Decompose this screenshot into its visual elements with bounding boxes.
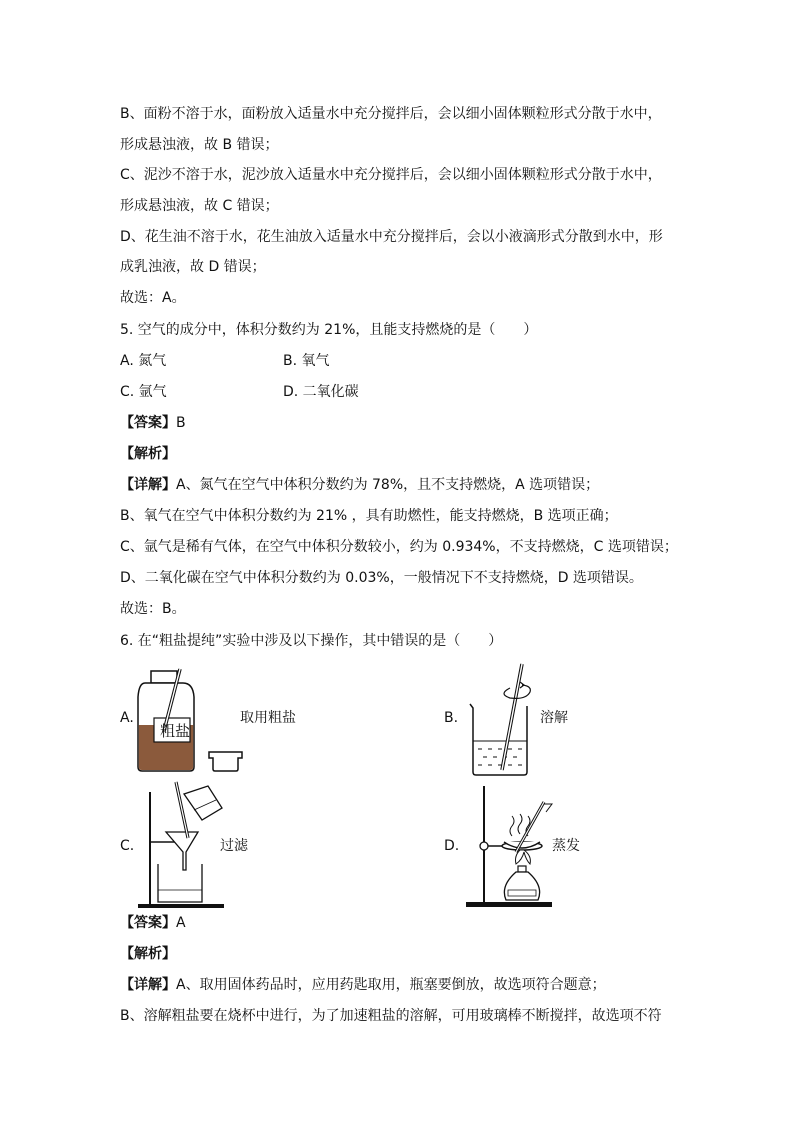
q6-option-a-letter: A. (120, 710, 134, 726)
text-line: C、泥沙不溶于水，泥沙放入适量水中充分搅拌后，会以细小固体颗粒形式分散于水中， (120, 167, 662, 183)
filtration-figure (136, 780, 226, 910)
text-line: D、花生油不溶于水，花生油放入适量水中充分搅拌后，会以小液滴形式分散到水中，形 (120, 229, 663, 245)
answer-value: B (176, 415, 186, 431)
q5-detail-3: C、氩气是稀有气体，在空气中体积分数较小，约为 0.934%，不支持燃烧，C 选项错误； (120, 539, 678, 555)
question-6-stem: 6. 在“粗盐提纯”实验中涉及以下操作，其中错误的是（ ） (120, 633, 503, 649)
q6-option-b-letter: B. (444, 710, 459, 726)
conclusion-line: 故选：A。 (120, 290, 186, 306)
q6-detail-1 (120, 975, 606, 995)
question-5-stem: 5. 空气的成分中，体积分数约为 21%，且能支持燃烧的是（ ） (120, 322, 538, 338)
detail-tag: 【详解】 (120, 477, 176, 493)
q5-detail-1 (120, 475, 599, 495)
jar-label-text: 粗盐 (160, 722, 191, 740)
q5-option-c: C. 氩气 (120, 384, 167, 400)
detail-tag: 【详解】 (120, 977, 176, 993)
beaker-stir-figure (464, 662, 544, 778)
q6-analysis-tag: 【解析】 (120, 946, 176, 962)
q5-analysis-tag: 【解析】 (120, 446, 176, 462)
answer-value: A (176, 915, 186, 931)
q6-option-c-label: 过滤 (220, 838, 248, 854)
q6-option-d-letter: D. (444, 838, 460, 854)
q5-detail-4: D、二氧化碳在空气中体积分数约为 0.03%，一般情况下不支持燃烧，D 选项错误。 (120, 570, 643, 586)
q5-option-d: D. 二氧化碳 (283, 384, 359, 400)
detail-text: A、取用固体药品时，应用药匙取用，瓶塞要倒放，故选项符合题意； (176, 977, 606, 993)
q6-answer (120, 913, 186, 933)
jar-figure (136, 665, 246, 775)
answer-tag: 【答案】 (120, 415, 176, 431)
q5-option-a: A. 氮气 (120, 353, 167, 369)
q6-option-d-label: 蒸发 (552, 838, 580, 854)
q6-option-c-letter: C. (120, 838, 135, 854)
answer-tag: 【答案】 (120, 915, 176, 931)
q6-option-b-label: 溶解 (540, 710, 568, 726)
q5-answer (120, 413, 186, 433)
text-line: 形成悬浊液，故 C 错误； (120, 198, 279, 214)
text-line: 形成悬浊液，故 B 错误； (120, 137, 279, 153)
evaporation-figure (464, 782, 554, 910)
text-line: B、面粉不溶于水，面粉放入适量水中充分搅拌后，会以细小固体颗粒形式分散于水中， (120, 106, 662, 122)
q5-detail-2: B、氧气在空气中体积分数约为 21% ，具有助燃性，能支持燃烧，B 选项正确； (120, 508, 618, 524)
q6-detail-2: B、溶解粗盐要在烧杯中进行，为了加速粗盐的溶解，可用玻璃棒不断搅拌，故选项不符 (120, 1008, 662, 1024)
q5-option-b: B. 氧气 (283, 353, 330, 369)
q6-option-a-label: 取用粗盐 (240, 710, 296, 726)
q5-conclusion: 故选：B。 (120, 601, 186, 617)
detail-text: A、氮气在空气中体积分数约为 78%，且不支持燃烧，A 选项错误； (176, 477, 600, 493)
text-line: 成乳浊液，故 D 错误； (120, 259, 266, 275)
